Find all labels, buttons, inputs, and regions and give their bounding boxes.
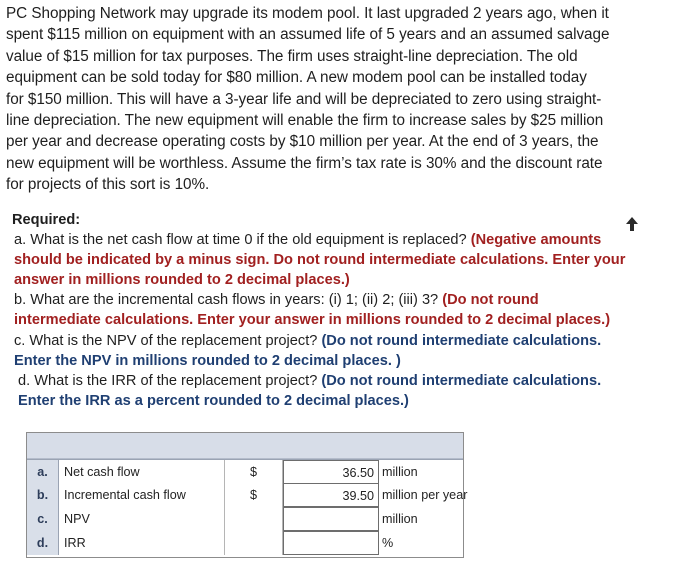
- irr-input[interactable]: [283, 531, 379, 555]
- question-d-text: d. What is the IRR of the replacement project?: [18, 372, 318, 389]
- problem-line: new equipment will be worthless. Assume the firm’s tax rate is 30% and the discount rate: [6, 154, 603, 172]
- question-b-instruction: (Do not round: [442, 292, 539, 309]
- question-c-text: c. What is the NPV of the replacement project?: [14, 332, 318, 349]
- row-unit: million: [382, 465, 418, 479]
- problem-line: spent $115 million on equipment with an assumed life of 5 years and an assumed salvage: [6, 26, 610, 44]
- problem-line: value of $15 million for tax purposes. The firm uses straight-line depreciation. The old: [6, 47, 578, 65]
- question-a-text: a. What is the net cash flow at time 0 if the old equipment is replaced?: [14, 232, 467, 249]
- question-a-instruction-cont: should be indicated by a minus sign. Do not round intermediate calculations. Enter your: [14, 252, 626, 269]
- row-letter: c.: [27, 507, 59, 531]
- row-label: Net cash flow: [59, 460, 225, 484]
- row-unit: million per year: [382, 488, 468, 502]
- problem-line: PC Shopping Network may upgrade its modem pool. It last upgraded 2 years ago, when it: [6, 5, 609, 22]
- currency-symbol: $: [225, 460, 283, 484]
- question-c-instruction: (Do not round intermediate calculations.: [321, 332, 602, 349]
- problem-statement: [6, 3, 696, 196]
- npv-input[interactable]: [283, 507, 379, 531]
- question-c-instruction-cont: Enter the NPV in millions rounded to 2 decimal places. ): [14, 352, 401, 369]
- required-header: Required:: [12, 212, 81, 228]
- question-d: [12, 371, 696, 391]
- question-b-instruction-cont: intermediate calculations. Enter your answer in millions rounded to 2 decimal places.): [14, 312, 611, 329]
- question-a-instruction-cont: answer in millions rounded to 2 decimal places.): [14, 272, 350, 289]
- row-label: Incremental cash flow: [59, 483, 225, 507]
- row-label: NPV: [59, 507, 225, 531]
- table-row: [27, 459, 463, 484]
- table-row: [27, 531, 463, 555]
- question-a: [12, 230, 696, 250]
- required-section: [12, 210, 696, 411]
- incremental-cash-flow-input[interactable]: 39.50: [283, 483, 379, 507]
- row-letter: b.: [27, 483, 59, 507]
- problem-line: for $150 million. This will have a 3-year life and will be depreciated to zero using straight-: [6, 90, 602, 108]
- problem-line: for projects of this sort is 10%.: [6, 176, 210, 194]
- problem-line: line depreciation. The new equipment will enable the firm to increase sales by $25 million: [6, 112, 604, 130]
- question-d-instruction: (Do not round intermediate calculations.: [321, 372, 602, 389]
- question-a-instruction: (Negative amounts: [470, 232, 602, 249]
- problem-line: per year and decrease operating costs by $10 million per year. At the end of 3 years, the: [6, 133, 599, 151]
- currency-symbol: $: [225, 483, 283, 507]
- currency-symbol: [225, 507, 283, 531]
- question-c: [12, 331, 696, 351]
- mouse-cursor-icon: [626, 217, 638, 231]
- row-letter: a.: [27, 460, 59, 484]
- question-b: [12, 290, 696, 310]
- answer-table-header: [27, 433, 463, 459]
- answer-table: [26, 432, 468, 558]
- row-unit: %: [382, 536, 394, 550]
- currency-symbol: [225, 531, 283, 555]
- table-row: [27, 507, 463, 531]
- net-cash-flow-input[interactable]: 36.50: [283, 460, 379, 484]
- row-label: IRR: [59, 531, 225, 555]
- problem-line: equipment can be sold today for $80 million. A new modem pool can be installed today: [6, 69, 587, 87]
- table-row: [27, 483, 468, 507]
- question-d-instruction-cont: Enter the IRR as a percent rounded to 2 decimal places.): [18, 392, 409, 409]
- row-unit: million: [382, 512, 418, 526]
- question-b-text: b. What are the incremental cash flows in years: (i) 1; (ii) 2; (iii) 3?: [14, 292, 439, 309]
- row-letter: d.: [27, 531, 59, 555]
